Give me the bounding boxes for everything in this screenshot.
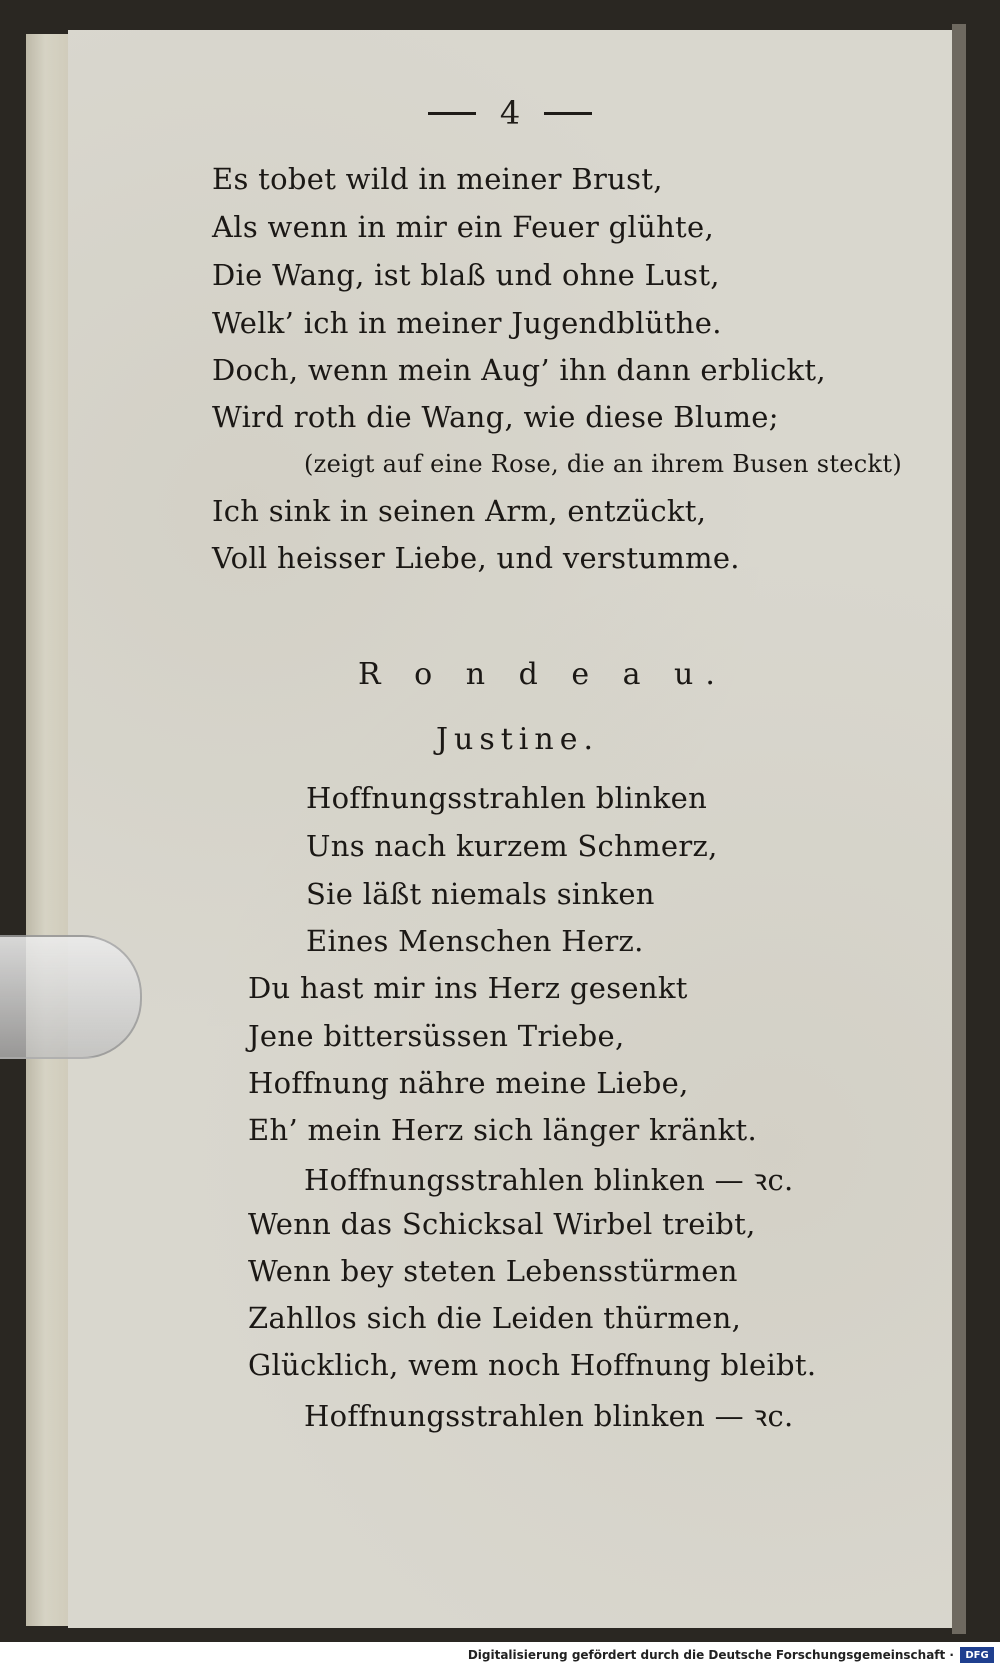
- stage-direction: (zeigt auf eine Rose, die an ihrem Busen steckt): [304, 450, 902, 478]
- poem-line: Welk’ ich in meiner Jugendblüthe.: [212, 306, 722, 340]
- poem-line: Doch, wenn mein Aug’ ihn dann erblickt,: [212, 353, 826, 387]
- poem-line: Die Wang, ist blaß und ohne Lust,: [212, 258, 720, 292]
- poem-line: Wird roth die Wang, wie diese Blume;: [212, 400, 779, 434]
- rondeau-line: Zahllos sich die Leiden thürmen,: [248, 1301, 742, 1335]
- rondeau-refrain: Hoffnungsstrahlen blinken — ꝛc.: [304, 1163, 794, 1197]
- page-number: [380, 88, 640, 138]
- poem-line: Ich sink in seinen Arm, entzückt,: [212, 494, 707, 528]
- rondeau-line: Hoffnung nähre meine Liebe,: [248, 1066, 689, 1100]
- poem-line: Voll heisser Liebe, und verstumme.: [212, 541, 740, 575]
- rondeau-line: Du hast mir ins Herz gesenkt: [248, 971, 688, 1005]
- rondeau-line: Eh’ mein Herz sich länger kränkt.: [248, 1113, 758, 1147]
- funding-credit: Digitalisierung gefördert durch die Deutsche Forschungsgemeinschaft ·: [467, 1648, 954, 1662]
- speaker-name: Justine.: [436, 722, 600, 757]
- binding-edge: [952, 24, 966, 1634]
- rondeau-line: Hoffnungsstrahlen blinken: [306, 781, 708, 815]
- poem-line: Als wenn in mir ein Feuer glühte,: [212, 210, 714, 244]
- rondeau-refrain: Hoffnungsstrahlen blinken — ꝛc.: [304, 1399, 794, 1433]
- page-clip: [0, 935, 142, 1059]
- rondeau-line: Jene bittersüssen Triebe,: [248, 1019, 625, 1053]
- section-title: R o n d e a u.: [358, 657, 727, 692]
- rondeau-line: Wenn das Schicksal Wirbel treibt,: [248, 1207, 756, 1241]
- poem-line: Es tobet wild in meiner Brust,: [212, 162, 663, 196]
- folio-dash-right: [544, 112, 592, 115]
- dfg-logo-icon: DFG: [960, 1647, 994, 1663]
- rondeau-line: Wenn bey steten Lebensstürmen: [248, 1254, 738, 1288]
- page-stack-edge: [26, 34, 74, 1626]
- rondeau-line: Glücklich, wem noch Hoffnung bleibt.: [248, 1348, 817, 1382]
- rondeau-line: Uns nach kurzem Schmerz,: [306, 829, 718, 863]
- footer-bar: [0, 1642, 1000, 1673]
- page-number-text: 4: [499, 94, 521, 132]
- rondeau-line: Sie läßt niemals sinken: [306, 877, 655, 911]
- folio-dash-left: [428, 112, 476, 115]
- rondeau-line: Eines Menschen Herz.: [306, 924, 644, 958]
